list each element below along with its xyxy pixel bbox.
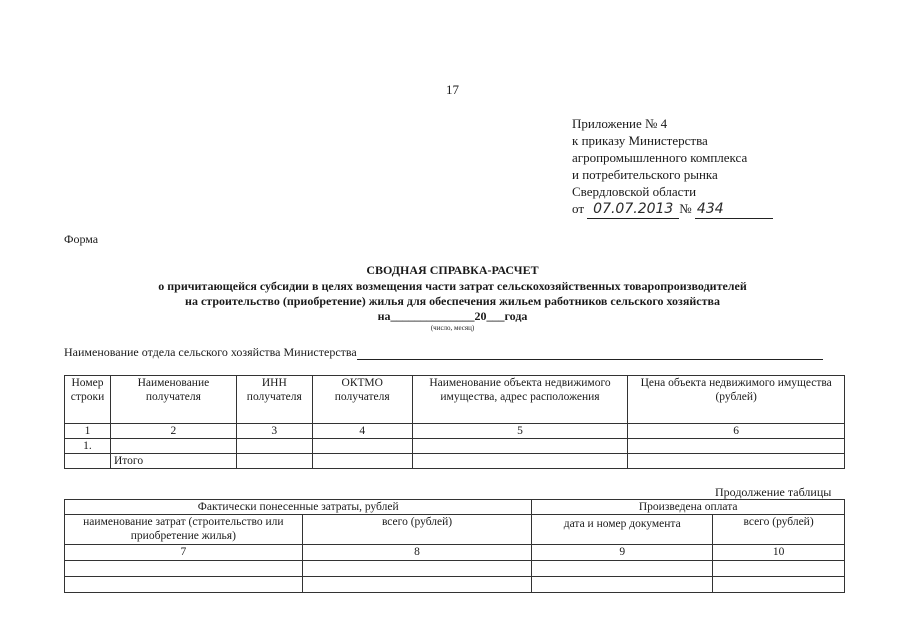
- department-field: [64, 345, 823, 360]
- table-cell: [312, 439, 412, 454]
- column-number-row: [65, 545, 845, 561]
- table-header: Наименование получателя: [110, 376, 236, 424]
- table-header: наименование затрат (строительство или приобретение жилья): [65, 515, 303, 545]
- row-number: 1.: [65, 439, 111, 454]
- appendix-block: [572, 115, 773, 219]
- table-cell: [628, 454, 845, 469]
- table-row: [65, 561, 845, 577]
- number-prefix: №: [679, 201, 692, 216]
- table-cell: [713, 561, 845, 577]
- handwritten-date: 07.07.2013: [587, 201, 679, 219]
- table-cell: [65, 454, 111, 469]
- column-number: 4: [312, 424, 412, 439]
- table-cell: [532, 561, 713, 577]
- table-cell: [110, 439, 236, 454]
- table-header-row: [65, 515, 845, 545]
- column-number: 6: [628, 424, 845, 439]
- table-cell: [312, 454, 412, 469]
- appendix-line: агропромышленного комплекса: [572, 150, 748, 165]
- table-cell: [412, 439, 628, 454]
- table-cell: [628, 439, 845, 454]
- table-cell: [302, 577, 532, 593]
- table-header: Наименование объекта недвижимого имущества, адрес расположения: [412, 376, 628, 424]
- column-number: 3: [236, 424, 312, 439]
- table-cell: [412, 454, 628, 469]
- table-cell: [236, 454, 312, 469]
- table-header: ИНН получателя: [236, 376, 312, 424]
- column-number: 8: [302, 545, 532, 561]
- form-label: Форма: [64, 232, 99, 246]
- department-label: Наименование отдела сельского хозяйства Министерства: [64, 345, 357, 359]
- department-underline: [357, 359, 823, 360]
- appendix-date-line: [572, 200, 773, 219]
- table-header-row: [65, 376, 845, 424]
- table-cell: [713, 577, 845, 593]
- table-header: Номер строки: [65, 376, 111, 424]
- table-header: ОКТМО получателя: [312, 376, 412, 424]
- table-header: всего (рублей): [713, 515, 845, 545]
- document-subtitle-2: на строительство (приобретение) жилья для обеспечения жильем работников сельского хозяйства: [185, 294, 720, 308]
- payment-table: [64, 499, 845, 593]
- table-header: Цена объекта недвижимого имущества (рублей): [628, 376, 845, 424]
- appendix-line: и потребительского рынка: [572, 167, 718, 182]
- page-number: 17: [446, 82, 459, 97]
- table-cell: [65, 561, 303, 577]
- table-cell: [65, 577, 303, 593]
- group-header-payment: Произведена оплата: [532, 500, 845, 515]
- column-number: 10: [713, 545, 845, 561]
- appendix-line: к приказу Министерства: [572, 133, 708, 148]
- column-number: 5: [412, 424, 628, 439]
- table-row: [65, 439, 845, 454]
- column-number-row: [65, 424, 845, 439]
- column-number: 1: [65, 424, 111, 439]
- table-header: всего (рублей): [302, 515, 532, 545]
- table-cell: [532, 577, 713, 593]
- table-cell: [236, 439, 312, 454]
- total-label: Итого: [110, 454, 236, 469]
- date-prefix: от: [572, 201, 585, 216]
- handwritten-number: 434: [695, 201, 773, 219]
- column-number: 9: [532, 545, 713, 561]
- continuation-label: Продолжение таблицы: [715, 485, 832, 499]
- document-date-line: на______________20___года: [377, 309, 528, 323]
- appendix-line: Свердловской области: [572, 184, 697, 199]
- date-hint: (число, месяц): [430, 324, 475, 332]
- summary-table: [64, 375, 845, 469]
- table-header: дата и номер документа: [532, 515, 713, 545]
- document-title: СВОДНАЯ СПРАВКА-РАСЧЕТ: [366, 263, 539, 277]
- column-number: 7: [65, 545, 303, 561]
- appendix-line: Приложение № 4: [572, 116, 668, 131]
- group-header-row: [65, 500, 845, 515]
- total-row: [65, 454, 845, 469]
- column-number: 2: [110, 424, 236, 439]
- document-subtitle-1: о причитающейся субсидии в целях возмещения части затрат сельскохозяйственных товаропроизводителей: [158, 279, 747, 293]
- table-row: [65, 577, 845, 593]
- table-cell: [302, 561, 532, 577]
- group-header-expenses: Фактически понесенные затраты, рублей: [65, 500, 532, 515]
